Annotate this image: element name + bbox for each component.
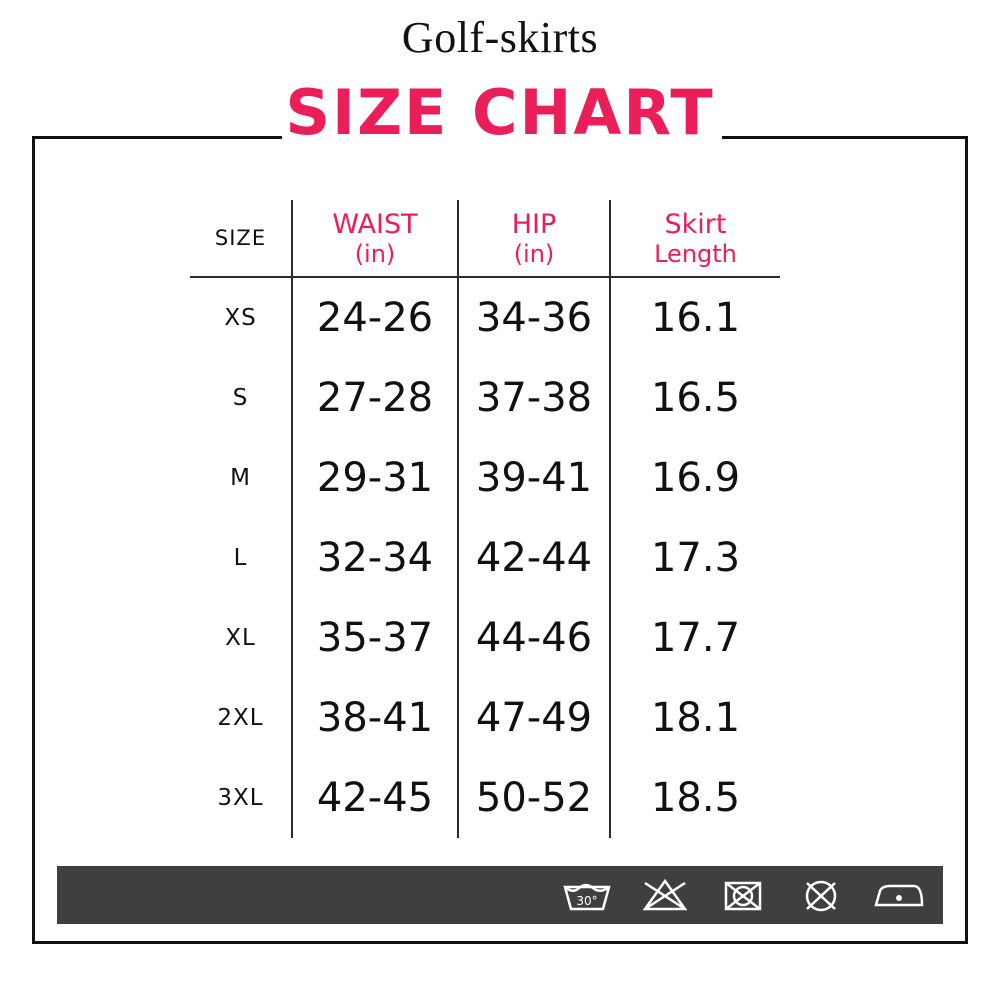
- cell-waist: 42-45: [292, 758, 458, 838]
- cell-hip: 44-46: [458, 598, 610, 678]
- cell-length: 18.5: [650, 775, 741, 821]
- iron-low-icon: [867, 873, 931, 917]
- cell-length: 16.1: [650, 295, 741, 341]
- do-not-dry-clean-icon: [789, 873, 853, 917]
- table-row: [190, 438, 780, 518]
- column-header-size: [190, 200, 292, 277]
- cell-length: 16.9: [650, 455, 741, 501]
- table-body: [190, 277, 780, 838]
- column-header-length-sub: Length: [654, 239, 737, 268]
- column-header-waist-label: WAIST: [332, 208, 418, 240]
- column-header-size-label: SIZE: [214, 226, 267, 250]
- cell-length: 17.3: [650, 535, 741, 581]
- size-table-wrapper: [190, 200, 780, 838]
- column-header-length-label: Skirt: [664, 208, 727, 240]
- cell-hip: 37-38: [458, 358, 610, 438]
- cell-hip: 34-36: [458, 277, 610, 358]
- cell-hip: 47-49: [458, 678, 610, 758]
- cell-waist: 29-31: [292, 438, 458, 518]
- cell-length: 16.5: [650, 375, 741, 421]
- table-row: [190, 678, 780, 758]
- column-header-length: [610, 200, 780, 277]
- table-row: [190, 758, 780, 838]
- cell-hip: 42-44: [458, 518, 610, 598]
- cell-size: 2XL: [190, 678, 292, 758]
- do-not-bleach-icon: [633, 873, 697, 917]
- cell-size: M: [190, 438, 292, 518]
- cell-size: XS: [190, 277, 292, 358]
- cell-size: XL: [190, 598, 292, 678]
- column-header-waist-unit: (in): [354, 239, 396, 268]
- table-row: [190, 598, 780, 678]
- column-header-hip-unit: (in): [513, 239, 555, 268]
- column-header-waist: [292, 200, 458, 277]
- table-header: [190, 200, 780, 277]
- column-header-hip-label: HIP: [511, 208, 557, 240]
- cell-size: S: [190, 358, 292, 438]
- wash-30-icon: [555, 873, 619, 917]
- page-title: SIZE CHART: [285, 76, 715, 149]
- table-row: [190, 277, 780, 358]
- cell-waist: 24-26: [292, 277, 458, 358]
- do-not-tumble-dry-icon: [711, 873, 775, 917]
- cell-waist: 27-28: [292, 358, 458, 438]
- cell-hip: 39-41: [458, 438, 610, 518]
- care-symbol-bar: [57, 866, 943, 924]
- svg-text:30°: 30°: [576, 894, 598, 908]
- table-row: [190, 518, 780, 598]
- cell-length: 18.1: [650, 695, 741, 741]
- cell-waist: 32-34: [292, 518, 458, 598]
- cell-waist: 35-37: [292, 598, 458, 678]
- size-table: [190, 200, 780, 838]
- cell-length: 17.7: [650, 615, 741, 661]
- cell-size: L: [190, 518, 292, 598]
- cell-waist: 38-41: [292, 678, 458, 758]
- cell-size: 3XL: [190, 758, 292, 838]
- brand-title: Golf-skirts: [401, 13, 599, 62]
- table-row: [190, 358, 780, 438]
- column-header-hip: [458, 200, 610, 277]
- cell-hip: 50-52: [458, 758, 610, 838]
- table-header-row: [190, 200, 780, 277]
